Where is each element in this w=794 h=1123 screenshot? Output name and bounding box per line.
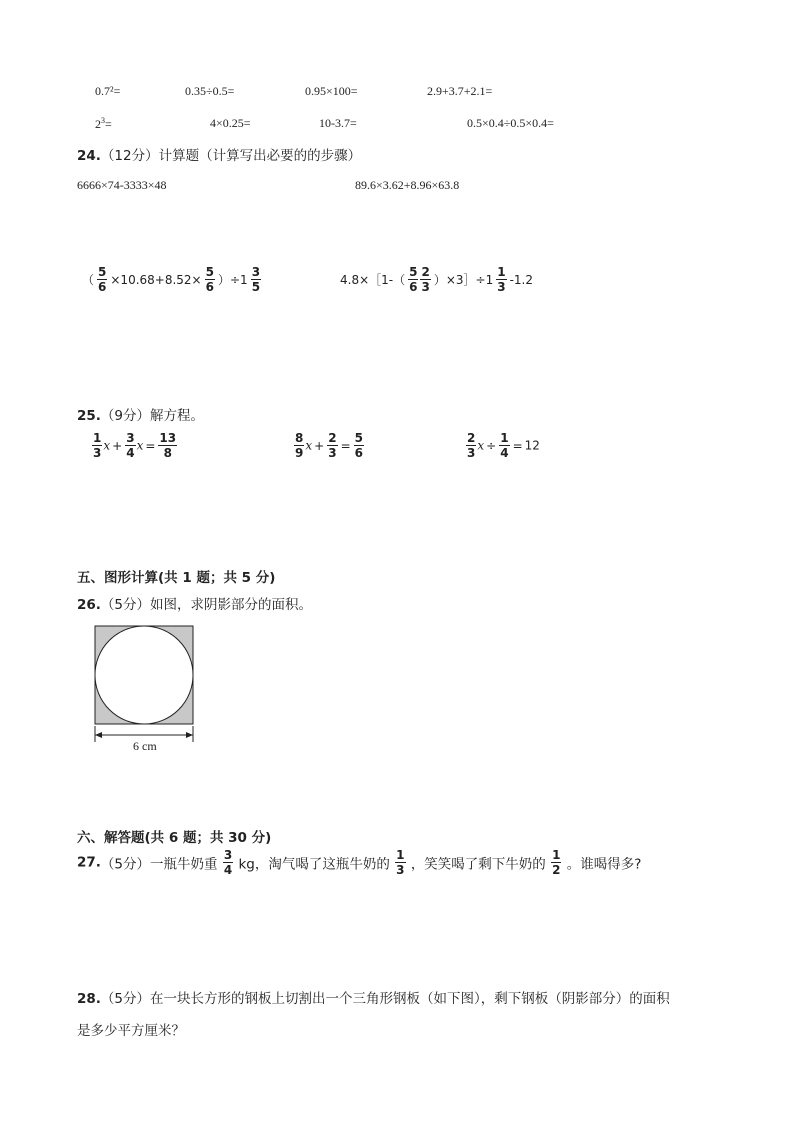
q25-eq-1: $\frac{1}{3}$ x + $\frac{3}{4}$ x = $\frac{13}{8}$ [93,431,177,460]
section-5-title: 五、图形计算(共 1 题；共 5 分) [77,570,276,586]
section-6-title: 六、解答题(共 6 题；共 30 分) [77,830,272,846]
oral-calc-4: 2.9+3.7+2.1= [427,84,493,98]
q26-figure [90,622,200,754]
q24-expr-3: （ $\frac{5}{6}$ ×10.68+8.52× $\frac{5}{6}$ ）÷1 $\frac{3}{5}$ [82,265,261,294]
q26-heading: 26.（5分）如图，求阴影部分的面积。 [77,597,313,613]
q24-expr-1: 6666×74-3333×48 [77,178,167,192]
q25-eq-3: $\frac{2}{3}$ x ÷ $\frac{1}{4}$ = 12 [467,431,540,460]
q24-heading: 24.（12分）计算题（计算写出必要的的步骤） [77,148,362,164]
arrow-right-icon [186,732,193,738]
oral-calc-6: 4×0.25= [210,116,251,130]
oral-calc-8: 0.5×0.4÷0.5×0.4= [467,116,554,130]
q28-line-2: 是多少平方厘米？ [77,1023,185,1039]
oral-calc-7: 10-3.7= [319,116,357,130]
q26-dimension-label: 6 cm [133,739,157,753]
oral-calc-2: 0.35÷0.5= [185,84,235,98]
q25-heading: 25.（9分）解方程。 [77,408,205,424]
oral-calc-3: 0.95×100= [305,84,358,98]
q28-line-1: 28.（5分）在一块长方形的钢板上切割出一个三角形钢板（如下图），剩下钢板（阴影部分）的面积 [77,991,670,1007]
oral-calc-1: 0.7²= [95,84,121,98]
inscribed-circle [95,626,193,724]
q24-expr-2: 89.6×3.62+8.96×63.8 [355,178,460,192]
oral-calc-5: $2^3=$ [95,116,112,131]
arrow-left-icon [95,732,102,738]
q25-eq-2: $\frac{8}{9}$ x + $\frac{2}{3}$ = $\frac{5}{6}$ [295,431,363,460]
q27-text: 27.（5分）一瓶牛奶重 $\frac{3}{4}$ kg，淘气喝了这瓶牛奶的 $\frac{1}{3}$ ，笑笑喝了剩下牛奶的 $\frac{1}{2}$ 。谁喝得多? [77,848,642,877]
q24-expr-4: 4.8×［1-（ $\frac{5}{6}$ $\frac{2}{3}$ ）×3］÷1 $\frac{1}{3}$ -1.2 [340,265,533,294]
